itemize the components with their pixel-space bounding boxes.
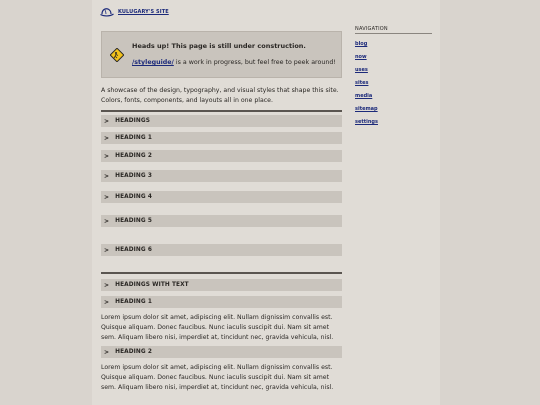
lorem-paragraph: Lorem ipsum dolor sit amet, adipiscing elit. Nullam dignissim convallis est. Quisque aliquam. Donec faucibus. Nunc iaculis suscipit dui. Nam sit amet sem. Aliquam libero nisi, imperdiet at, tincidunt nec, gravida vehicula, nisl. [101,314,334,341]
heading-2[interactable]: > HEADING 2 [101,150,342,162]
chevron-right-icon: > [104,117,110,125]
main-content [101,31,342,396]
nav-item-sites[interactable]: sites [355,80,369,86]
chevron-right-icon: > [104,217,110,225]
chevron-right-icon: > [104,152,110,160]
divider [101,110,342,112]
heading-3[interactable]: > HEADING 3 [101,170,342,182]
text-heading-2[interactable]: > HEADING 2 [101,346,342,358]
chevron-right-icon: > [104,298,110,306]
nav-item-blog[interactable]: blog [355,41,368,47]
heading-6[interactable]: > HEADING 6 [101,244,342,256]
section-headings-with-text[interactable]: > HEADINGS WITH TEXT [101,279,342,291]
lorem-paragraph: Lorem ipsum dolor sit amet, adipiscing elit. Nullam dignissim convallis est. Quisque aliquam. Donec faucibus. Nunc iaculis suscipit dui. Nam sit amet sem. Aliquam libero nisi, imperdiet at, tincidunt nec, gravida vehicula, nisl. [101,364,334,391]
notice-body [132,59,336,66]
section-headings[interactable]: > HEADINGS [101,115,342,127]
divider [101,272,342,274]
nav-item-uses[interactable]: uses [355,67,368,73]
chevron-right-icon: > [104,172,110,180]
construction-sign-icon [110,47,124,61]
heading-1[interactable]: > HEADING 1 [101,132,342,144]
nav-item-settings[interactable]: settings [355,119,378,125]
nav-item-media[interactable]: media [355,93,373,99]
hat-logo-icon[interactable] [100,7,114,17]
site-header [100,5,169,19]
notice-title: Heads up! This page is still under construction. [132,42,306,50]
chevron-right-icon: > [104,281,110,289]
notice-body-text: is a work in progress, but feel free to peek around! [173,59,336,66]
nav-item-sitemap[interactable]: sitemap [355,106,378,112]
styleguide-link[interactable]: /styleguide/ [132,59,174,66]
construction-notice [101,31,342,78]
chevron-right-icon: > [104,134,110,142]
chevron-right-icon: > [104,193,110,201]
nav-item-now[interactable]: now [355,54,367,60]
site-title-link[interactable]: KULUGARY'S SITE [118,9,169,15]
text-heading-1[interactable]: > HEADING 1 [101,296,342,308]
heading-5[interactable]: > HEADING 5 [101,215,342,227]
nav-title: NAVIGATION [355,26,432,34]
sidebar-navigation [355,26,432,129]
intro-text: A showcase of the design, typography, and visual styles that shape this site. Colors, fonts, components, and layouts all in one place. [101,87,339,104]
chevron-right-icon: > [104,348,110,356]
heading-4[interactable]: > HEADING 4 [101,191,342,203]
chevron-right-icon: > [104,246,110,254]
